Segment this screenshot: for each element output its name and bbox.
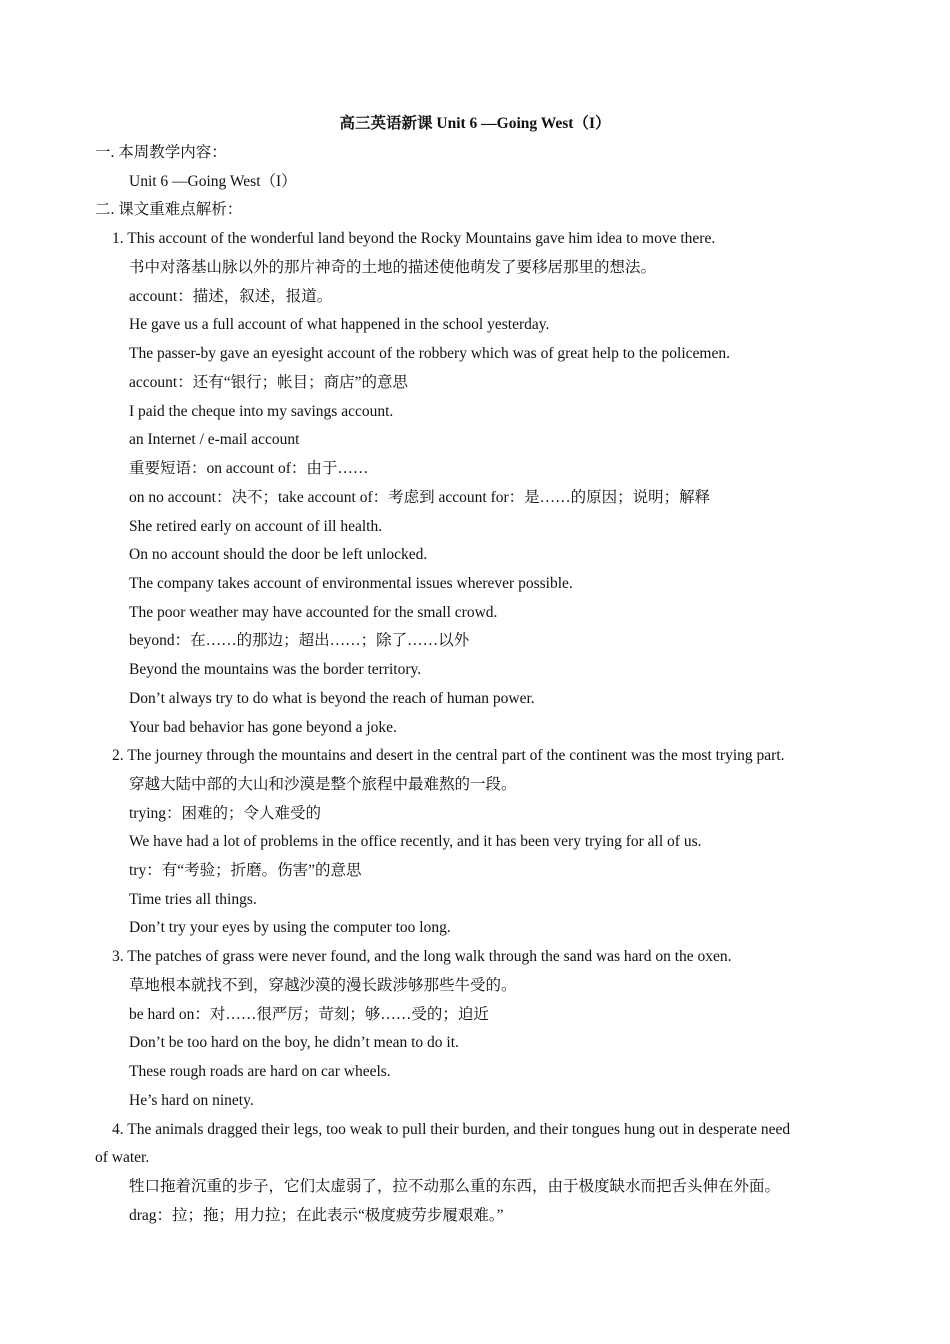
point-line: Don’t always try to do what is beyond the reach of human power.	[129, 690, 535, 707]
point-line: beyond：在……的那边；超出……；除了……以外	[129, 632, 470, 649]
section-heading: 二. 课文重难点解析：	[95, 201, 243, 218]
point-sentence: 4. The animals dragged their legs, too weak to pull their burden, and their tongues hung out in desperate need	[112, 1121, 791, 1138]
point-line: account：描述，叙述，报道。	[129, 288, 333, 305]
point-line: He’s hard on ninety.	[129, 1092, 254, 1109]
point-line: He gave us a full account of what happened in the school yesterday.	[129, 316, 550, 333]
point-line: These rough roads are hard on car wheels.	[129, 1063, 391, 1080]
point-sentence: 3. The patches of grass were never found, and the long walk through the sand was hard on the oxen.	[112, 948, 732, 965]
point-translation: 草地根本就找不到，穿越沙漠的漫长跋涉够那些牛受的。	[129, 977, 517, 994]
point-line: 重要短语：on account of：由于……	[129, 460, 369, 477]
point-line: on no account：决不；take account of：考虑到 account for：是……的原因；说明；解释	[129, 489, 711, 506]
point-line: On no account should the door be left unlocked.	[129, 546, 428, 563]
point-line: be hard on：对……很严厉；苛刻；够……受的；迫近	[129, 1006, 489, 1023]
section-heading: 一. 本周教学内容：	[95, 144, 227, 161]
point-line: Beyond the mountains was the border territory.	[129, 661, 422, 678]
point-line: We have had a lot of problems in the office recently, and it has been very trying for all of us.	[129, 833, 702, 850]
point-line: She retired early on account of ill health.	[129, 518, 383, 535]
point-line: The passer-by gave an eyesight account of the robbery which was of great help to the policemen.	[129, 345, 730, 362]
point-translation: 牲口拖着沉重的步子，它们太虚弱了，拉不动那么重的东西，由于极度缺水而把舌头伸在外面。	[129, 1178, 781, 1195]
point-line: an Internet / e-mail account	[129, 431, 300, 448]
point-line: try：有“考验；折磨。伤害”的意思	[129, 862, 362, 879]
point-line: Don’t be too hard on the boy, he didn’t mean to do it.	[129, 1034, 459, 1051]
point-line: Your bad behavior has gone beyond a joke.	[129, 719, 397, 736]
point-sentence: 2. The journey through the mountains and desert in the central part of the continent was the most trying part.	[112, 747, 785, 764]
point-sentence-continued: of water.	[95, 1149, 150, 1166]
section-content: Unit 6 —Going West（I）	[129, 173, 297, 190]
point-line: trying：困难的；令人难受的	[129, 805, 322, 822]
point-line: account：还有“银行；帐目；商店”的意思	[129, 374, 408, 391]
document-title: 高三英语新课 Unit 6 —Going West（I）	[339, 115, 611, 132]
point-line: drag：拉；拖；用力拉；在此表示“极度疲劳步履艰难。”	[129, 1207, 504, 1224]
point-translation: 穿越大陆中部的大山和沙漠是整个旅程中最难熬的一段。	[129, 776, 517, 793]
point-line: Time tries all things.	[129, 891, 257, 908]
point-line: Don’t try your eyes by using the computer too long.	[129, 919, 451, 936]
point-line: I paid the cheque into my savings account.	[129, 403, 394, 420]
point-sentence: 1. This account of the wonderful land beyond the Rocky Mountains gave him idea to move there.	[112, 230, 716, 247]
point-line: The poor weather may have accounted for the small crowd.	[129, 604, 498, 621]
point-line: The company takes account of environmental issues wherever possible.	[129, 575, 573, 592]
point-translation: 书中对落基山脉以外的那片神奇的土地的描述使他萌发了要移居那里的想法。	[129, 259, 657, 276]
